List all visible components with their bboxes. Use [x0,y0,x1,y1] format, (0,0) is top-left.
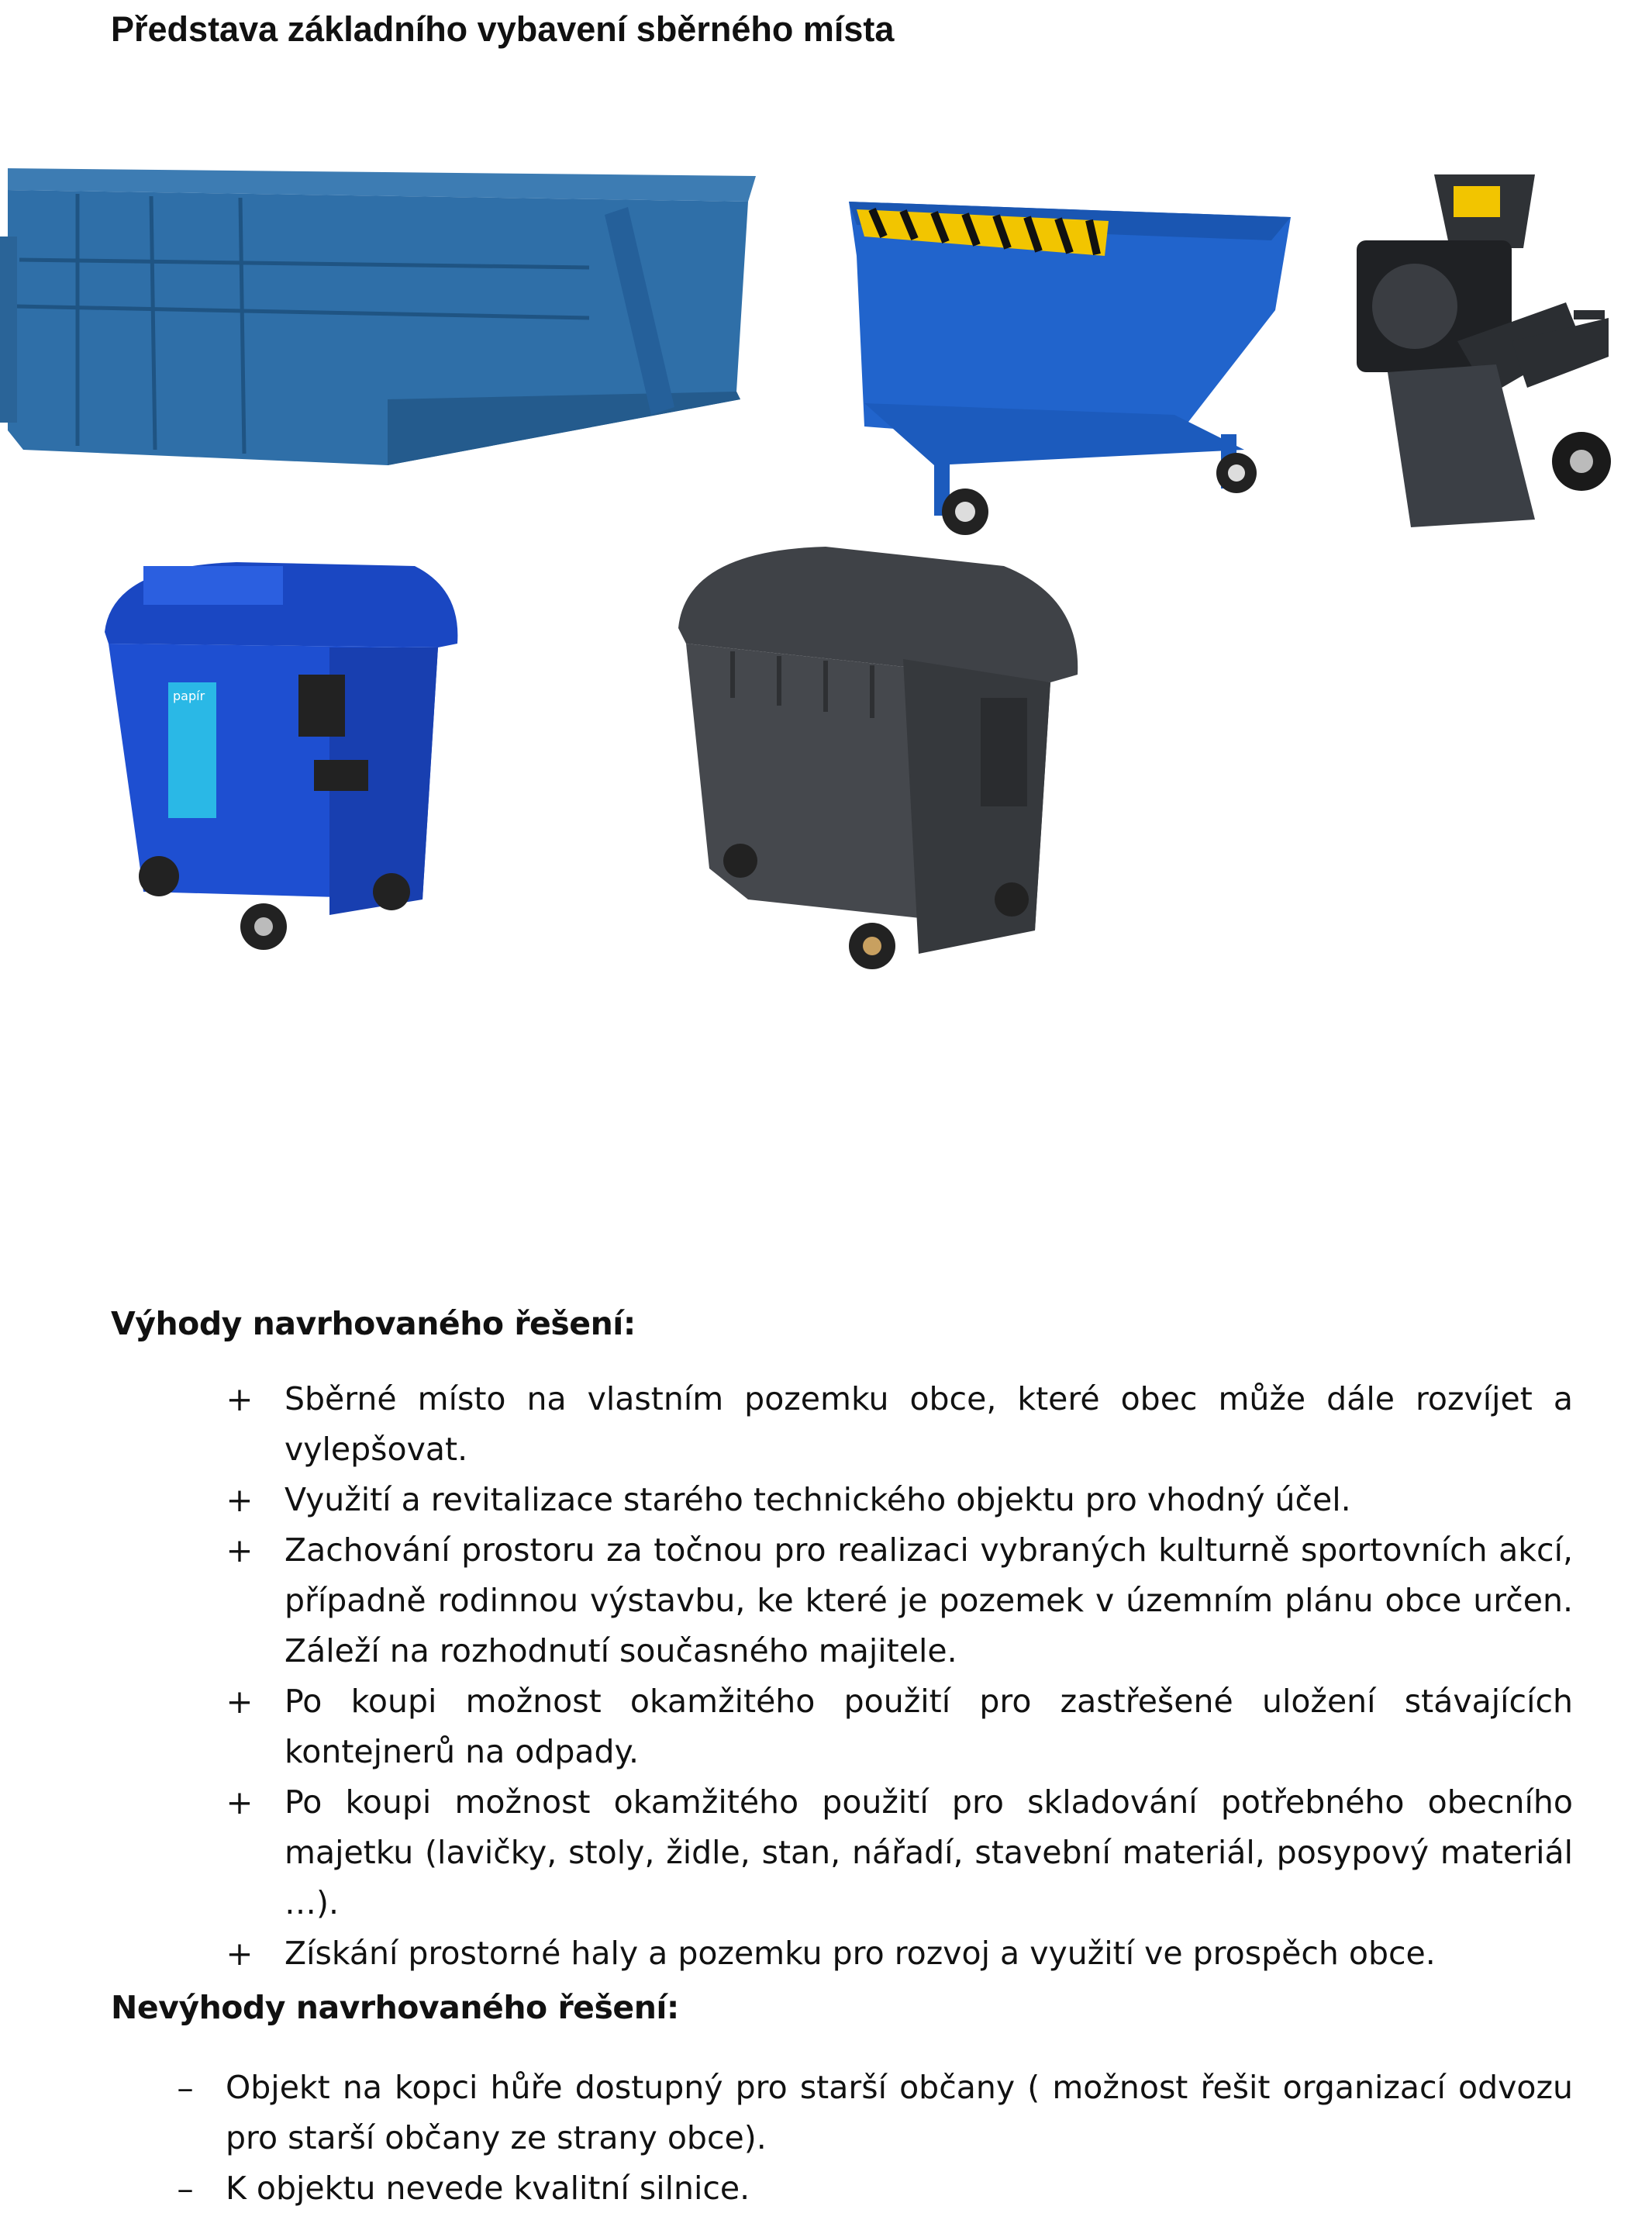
disadvantage-item: – K objektu nevede kvalitní silnice. [226,2163,1573,2214]
disadvantages-heading: Nevýhody navrhovaného řešení: [111,1989,679,2026]
advantages-heading: Výhody navrhovaného řešení: [111,1305,636,1342]
black-bin-image [671,543,1089,977]
plus-bullet-icon: + [226,1683,253,1721]
dash-bullet-icon: – [177,2069,194,2107]
roll-off-container-image [0,159,764,465]
advantage-item: + Po koupi možnost okamžitého použití pro skladování potřebného obecního majetku (lavičky, stoly, židle, stan, nářadí, stavební materiál, posypový materiál …). [285,1777,1573,1928]
disadvantage-item: – Objekt na kopci hůře dostupný pro starší občany ( možnost řešit organizací odvozu pro starší občany ze strany obce). [226,2063,1573,2163]
advantage-item: + Získání prostorné haly a pozemku pro rozvoj a využití ve prospěch obce. [285,1928,1573,1979]
plus-bullet-icon: + [226,1531,253,1569]
plus-bullet-icon: + [226,1481,253,1519]
plus-bullet-icon: + [226,1380,253,1418]
plus-bullet-icon: + [226,1935,253,1973]
advantage-item: + Zachování prostoru za točnou pro realizaci vybraných kulturně sportovních akcí, případně rodinnou výstavbu, ke které je pozemek v územním plánu obce určen. Záleží na rozhodnutí současného majitele. [285,1525,1573,1676]
bin-label: papír [173,689,205,703]
dash-bullet-icon: – [177,2170,194,2208]
advantage-item: + Sběrné místo na vlastním pozemku obce, které obec může dále rozvíjet a vylepšovat. [285,1374,1573,1475]
advantage-item: + Po koupi možnost okamžitého použití pro zastřešené uložení stávajících kontejnerů na odpady. [285,1676,1573,1777]
disadvantages-list [177,2063,1573,2214]
tipping-skip-image [841,194,1298,547]
wood-chipper-image [1341,171,1624,558]
blue-paper-bin-image [97,558,461,965]
page-title: Představa základního vybavení sběrného místa [111,9,895,49]
advantage-item: + Využití a revitalizace starého technického objektu pro vhodný účel. [285,1475,1573,1525]
plus-bullet-icon: + [226,1783,253,1821]
advantages-list [226,1374,1573,1979]
